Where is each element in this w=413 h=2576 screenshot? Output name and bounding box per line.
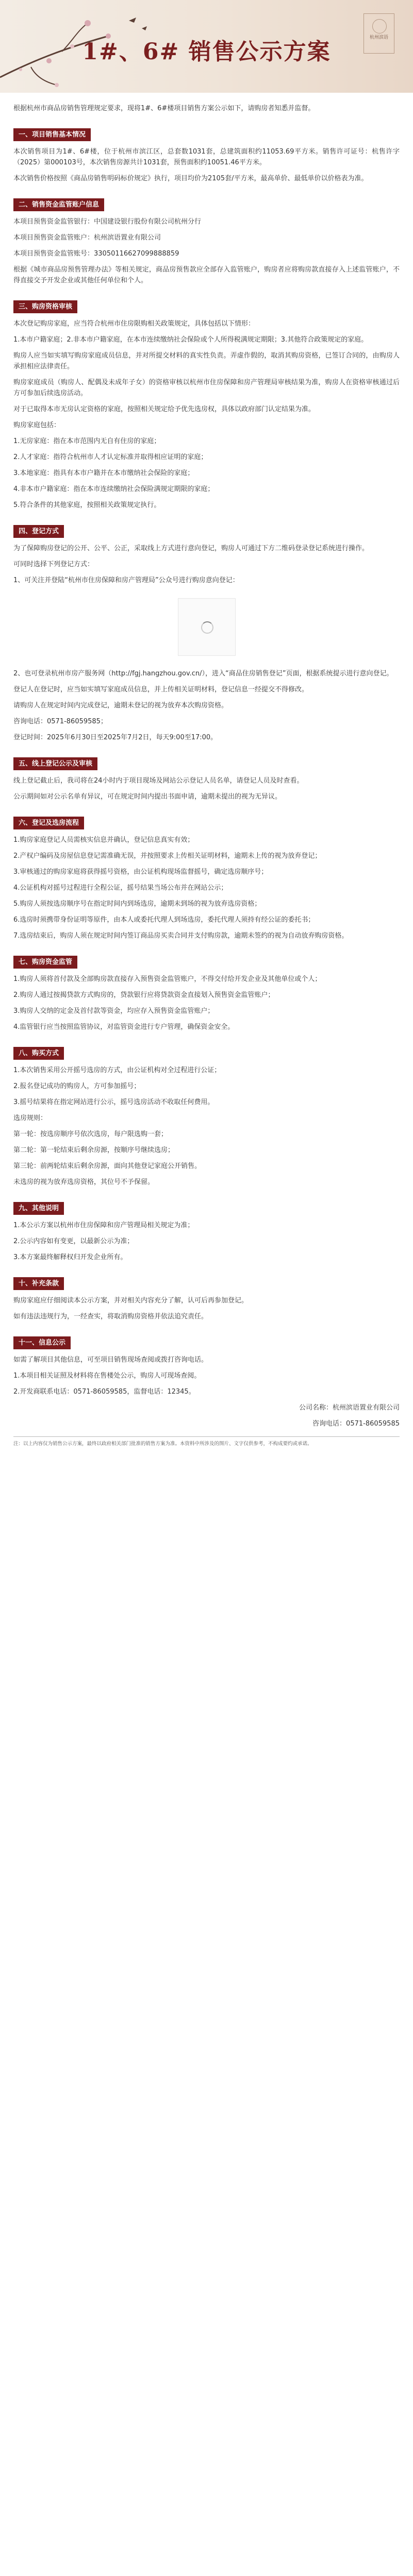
article-body bbox=[0, 93, 413, 1448]
section-2-paragraph: 本项目预售资金监管银行：中国建设银行股份有限公司杭州分行 bbox=[13, 218, 202, 226]
registration-step-2: 2、也可登录杭州市房产服务网（http://fgj.hangzhou.gov.cn/），进入“商品住房销售登记”页面，根据系统提示进行意向登记。 bbox=[13, 670, 393, 677]
section-1-paragraph: 本次销售价格按照《商品房销售明码标价规定》执行，项目均价为2105套/平方米，最高单价、最低单价以价格表为准。 bbox=[13, 175, 368, 182]
section-3-paragraph: 本次登记购房家庭，应当符合杭州市住房限购相关政策规定，具体包括以下情形： bbox=[13, 320, 255, 328]
intro-paragraph: 根据杭州市商品房销售管理规定要求，现将1#、6#楼项目销售方案公示如下，请购房者知悉并监督。 bbox=[13, 105, 315, 112]
logo-icon bbox=[372, 19, 387, 33]
registration-step-1: 1、可关注并登陆“杭州市住房保障和房产管理局”公众号进行购房意向登记： bbox=[13, 577, 239, 584]
list-item: 2.报名登记成功的购房人，方可参加摇号； bbox=[13, 1082, 141, 1090]
list-item: 2.购房人通过按揭贷款方式购房的，贷款银行应将贷款资金直接划入预售资金监管账户； bbox=[13, 991, 275, 999]
loading-icon bbox=[201, 621, 213, 634]
list-item: 第二轮：第一轮结束后剩余房源，按顺序号继续选房； bbox=[13, 1146, 175, 1154]
list-item: 2.产权户编码及房屋信息登记需准确无误，并按照要求上传相关证明材料，逾期未上传的视为放弃登记； bbox=[13, 852, 322, 860]
list-item: 3.摇号结果将在指定网站进行公示，摇号选房活动不收取任何费用。 bbox=[13, 1098, 214, 1106]
list-item: 4.非本市户籍家庭：指在本市连续缴纳社会保险满规定期限的家庭； bbox=[13, 485, 214, 493]
list-item: 6.选房时须携带身份证明等原件，由本人或委托代理人到场选房，委托代理人须持有经公证的委托书； bbox=[13, 916, 315, 924]
list-item: 7.选房结束后，购房人须在规定时间内签订商品房买卖合同并支付购房款，逾期未签约的视为自动放弃购房资格。 bbox=[13, 932, 349, 940]
section-7-heading: 七、购房资金监管 bbox=[13, 956, 77, 969]
list-item: 3.审核通过的购房家庭将获得摇号资格，由公证机构现场监督摇号，确定选房顺序号； bbox=[13, 868, 268, 876]
section-10-heading: 十、补充条款 bbox=[13, 1277, 64, 1290]
qr-code-image[interactable] bbox=[178, 598, 236, 656]
section-4-paragraph: 为了保障购房登记的公开、公平、公正，采取线上方式进行意向登记，购房人可通过下方二维码登录登记系统进行操作。 bbox=[13, 545, 369, 552]
section-10-paragraph: 如有违法违规行为，一经查实，将取消购房资格并依法追究责任。 bbox=[13, 1313, 208, 1320]
list-item: 3.本地家庭：指具有本市户籍并在本市缴纳社会保险的家庭； bbox=[13, 469, 194, 477]
company-phone: 咨询电话：0571-86059585 bbox=[312, 1420, 400, 1428]
page-title: 1#、6# 销售公示方案 bbox=[82, 39, 331, 65]
company-signature: 公司名称：杭州滨语置业有限公司 bbox=[299, 1404, 400, 1412]
footer-disclaimer: 注：以上内容仅为销售公示方案，最终以政府相关部门批准的销售方案为准。本资料中所涉及的图片、文字仅供参考，不构成要约或承诺。 bbox=[13, 1436, 400, 1448]
section-11-paragraph: 如需了解项目其他信息，可至项目销售现场查阅或拨打咨询电话。 bbox=[13, 1356, 208, 1364]
section-4-heading: 四、登记方式 bbox=[13, 525, 64, 538]
list-item: 1.购房人须将首付款及全部购房款直接存入预售资金监管账户，不得交付给开发企业及其他单位或个人； bbox=[13, 975, 322, 983]
section-1-heading: 一、项目销售基本情况 bbox=[13, 128, 91, 141]
list-item: 1.本次销售采用公开摇号选房的方式，由公证机构对全过程进行公证； bbox=[13, 1066, 221, 1074]
section-3-heading: 三、购房资格审核 bbox=[13, 300, 77, 313]
list-item: 第一轮：按选房顺序号依次选房，每户限选购一套； bbox=[13, 1130, 168, 1138]
registration-deadline: 请购房人在规定时间内完成登记，逾期未登记的视为放弃本次购房资格。 bbox=[13, 702, 228, 709]
list-item: 5.购房人须按选房顺序号在指定时间内到场选房，逾期未到场的视为放弃选房资格； bbox=[13, 900, 261, 908]
section-3-paragraph: 购房家庭成员（购房人、配偶及未成年子女）的资格审核以杭州市住房保障和房产管理局审核结果为准，购房人在资格审核通过后方可参加后续选房活动。 bbox=[13, 379, 400, 397]
list-item: 2.公示内容如有变更，以最新公示为准； bbox=[13, 1238, 134, 1245]
section-2-paragraph: 本项目预售资金监管账户：杭州滨语置业有限公司 bbox=[13, 234, 161, 242]
list-item: 3.本方案最终解释权归开发企业所有。 bbox=[13, 1253, 127, 1261]
list-item: 1.本项目相关证照及材料将在售楼处公示，购房人可现场查阅。 bbox=[13, 1372, 201, 1380]
section-9-heading: 九、其他说明 bbox=[13, 1202, 64, 1215]
section-1-paragraph: 本次销售项目为1#、6#楼，位于杭州市滨江区，总套数1031套，总建筑面积约11053.69平方米。销售许可证号：杭售许字（2025）第000103号，本次销售房源共计1031套，预售面积约10051.46平方米。 bbox=[13, 148, 400, 166]
section-3-paragraph: 1.本市户籍家庭；2.非本市户籍家庭，在本市连续缴纳社会保险或个人所得税满规定期限；3.其他符合政策规定的家庭。 bbox=[13, 336, 368, 344]
list-item: 5.符合条件的其他家庭，按照相关政策规定执行。 bbox=[13, 501, 161, 509]
selection-rules-title: 选房规则： bbox=[13, 1114, 47, 1122]
brand-text: 杭州滨语 bbox=[369, 35, 388, 40]
section-5-heading: 五、线上登记公示及审核 bbox=[13, 757, 97, 770]
registration-time: 登记时间：2025年6月30日至2025年7月2日，每天9:00至17:00。 bbox=[13, 734, 218, 741]
list-item: 2.开发商联系电话：0571-86059585，监督电话：12345。 bbox=[13, 1388, 195, 1396]
section-3-paragraph: 购房人应当如实填写购房家庭成员信息，并对所提交材料的真实性负责。弄虚作假的，取消其购房资格，已签订合同的，由购房人承担相应法律责任。 bbox=[13, 352, 400, 370]
section-4-paragraph: 可同时选择下列登记方式： bbox=[13, 561, 94, 568]
list-item: 4.公证机构对摇号过程进行全程公证，摇号结果当场公布并在网站公示； bbox=[13, 884, 228, 892]
list-item: 1.购房家庭登记人员需核实信息并确认，登记信息真实有效； bbox=[13, 836, 194, 844]
section-2-heading: 二、销售资金监管账户信息 bbox=[13, 198, 104, 211]
section-6-heading: 六、登记及选房流程 bbox=[13, 817, 84, 829]
list-item: 4.监管银行应当按照监管协议，对监管资金进行专户管理，确保资金安全。 bbox=[13, 1023, 235, 1031]
list-item: 1.无房家庭：指在本市范围内无自有住房的家庭； bbox=[13, 437, 161, 445]
section-5-paragraph: 公示期间如对公示名单有异议，可在规定时间内提出书面申请，逾期未提出的视为无异议。 bbox=[13, 793, 282, 801]
consult-phone: 咨询电话：0571-86059585； bbox=[13, 718, 107, 725]
list-item: 2.人才家庭：指符合杭州市人才认定标准并取得相应证明的家庭； bbox=[13, 453, 208, 461]
section-2-paragraph: 根据《城市商品房预售管理办法》等相关规定，商品房预售款应全部存入监管账户，购房者应将购房款直接存入上述监管账户，不得直接交予开发企业或其他任何单位和个人。 bbox=[13, 266, 400, 284]
header-banner bbox=[0, 0, 413, 93]
list-item: 3.购房人交纳的定金及首付款等资金，均应存入预售资金监管账户； bbox=[13, 1007, 214, 1015]
registration-tips: 登记人在登记时，应当如实填写家庭成员信息，并上传相关证明材料，登记信息一经提交不得修改。 bbox=[13, 686, 309, 693]
section-8-other: 未选房的视为放弃选房资格，其位号不予保留。 bbox=[13, 1178, 155, 1186]
brand-logo bbox=[364, 13, 394, 54]
section-8-heading: 八、购买方式 bbox=[13, 1047, 64, 1060]
section-11-heading: 十一、信息公示 bbox=[13, 1336, 71, 1349]
section-10-paragraph: 购房家庭应仔细阅读本公示方案，并对相关内容充分了解，认可后再参加登记。 bbox=[13, 1297, 249, 1304]
section-2-paragraph: 本项目预售资金监管账号：33050116627099888859 bbox=[13, 250, 179, 258]
section-3-note-title: 购房家庭包括： bbox=[13, 421, 61, 429]
section-3-paragraph: 对于已取得本市无房认定资格的家庭，按照相关规定给予优先选房权，具体以政府部门认定结果为准。 bbox=[13, 405, 316, 413]
section-5-paragraph: 线上登记截止后，我司将在24小时内于项目现场及网站公示登记人员名单，请登记人员及时查看。 bbox=[13, 777, 304, 785]
list-item: 1.本公示方案以杭州市住房保障和房产管理局相关规定为准； bbox=[13, 1222, 194, 1229]
list-item: 第三轮：前两轮结束后剩余房源，面向其他登记家庭公开销售。 bbox=[13, 1162, 202, 1170]
